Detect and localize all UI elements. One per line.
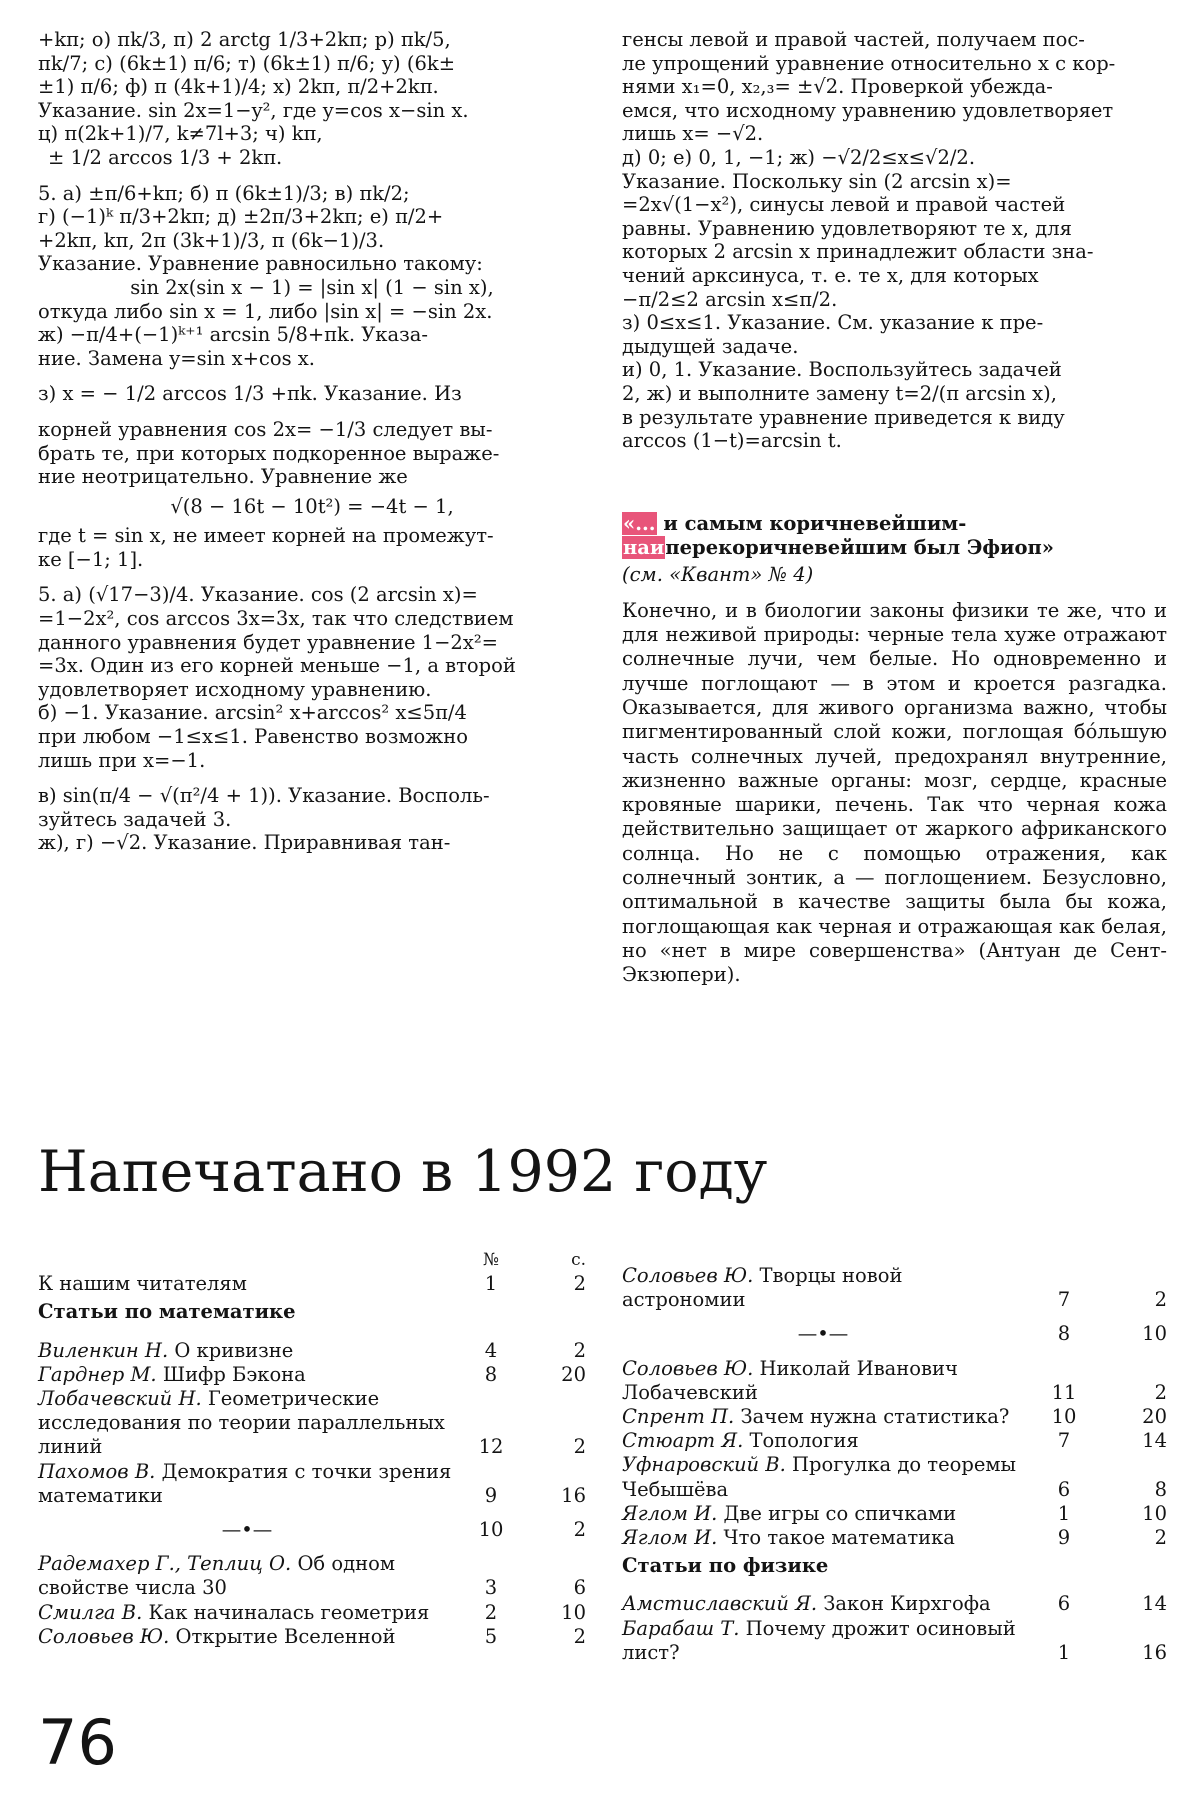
index-entry — [38, 1552, 586, 1600]
answer-line: корней уравнения cos 2x= −1/3 следует вы- — [38, 417, 493, 441]
entry-issue-number: 12 — [478, 1435, 504, 1459]
index-entry — [38, 1339, 586, 1363]
answer-line: +2kπ, kπ, 2π (3k+1)/3, π (6k−1)/3. — [38, 228, 385, 252]
answer-line: ние. Замена y=sin x+cos x. — [38, 346, 315, 370]
entry-issue-number: 8 — [1057, 1322, 1071, 1346]
entry-page-number: 2 — [1154, 1288, 1167, 1312]
entry-title: Николай Иванович Лобачевский — [622, 1356, 958, 1404]
index-entry — [38, 1272, 586, 1296]
index-entry — [622, 1264, 1167, 1312]
page-number: 76 — [38, 1706, 117, 1779]
index-entry — [622, 1357, 1167, 1405]
answer-line: Указание. sin 2x=1−y², где y=cos x−sin x. — [38, 98, 469, 122]
entry-issue-number: 3 — [484, 1576, 498, 1600]
answer-line: 5. а) ±π/6+kπ; б) π (6k±1)/3; в) πk/2; — [38, 181, 410, 205]
entry-page-number: 2 — [573, 1272, 586, 1296]
entry-text — [38, 1387, 456, 1460]
index-entry — [38, 1387, 586, 1460]
formula-line: √(8 − 16t − 10t²) = −4t − 1, — [170, 494, 454, 518]
entry-page-number: 2 — [1154, 1380, 1167, 1404]
entry-page-number: 10 — [1142, 1501, 1167, 1525]
answer-line: которых 2 arcsin x принадлежит области зна- — [622, 240, 1094, 264]
entry-text — [38, 1625, 456, 1649]
entry-author: Яглом И. — [622, 1526, 718, 1550]
entry-page-number: 2 — [573, 1435, 586, 1459]
entry-text — [38, 1552, 456, 1600]
entry-text — [622, 1405, 1024, 1429]
answer-line: г) (−1)ᵏ π/3+2kπ; д) ±2π/3+2kπ; е) π/2+ — [38, 205, 444, 229]
entry-author: Уфнаровский В. — [622, 1453, 786, 1477]
answer-line: ж), г) −√2. Указание. Приравнивая тан- — [38, 831, 451, 855]
entry-issue-number: 1 — [484, 1272, 498, 1296]
answer-line: в результате уравнение приведется к виду — [622, 405, 1065, 429]
notice-title-highlight: наи — [623, 535, 665, 559]
answer-line: нями x₁=0, x₂,₃= ±√2. Проверкой убежда- — [622, 75, 1053, 99]
entry-title: —•— — [221, 1518, 273, 1542]
index-entry — [622, 1592, 1167, 1616]
answer-line: генсы левой и правой частей, получаем пос- — [622, 28, 1085, 51]
answer-line: πk/7; с) (6k±1) π/6; т) (6k±1) π/6; у) (6k± — [38, 51, 456, 75]
entry-title: Зачем нужна статистика? — [740, 1405, 1010, 1429]
answer-line: ж) −π/4+(−1)ᵏ⁺¹ arcsin 5/8+πk. Указа- — [38, 323, 428, 347]
answer-line: чений арксинуса, т. е. те x, для которых — [622, 263, 1039, 287]
entry-text — [622, 1502, 1024, 1526]
entry-title: Как начиналась геометрия — [148, 1600, 430, 1624]
index-entry — [38, 1601, 586, 1625]
notice-title-text: и самым коричневейшим- — [656, 512, 967, 535]
entry-title: Топология — [749, 1429, 859, 1453]
entry-author: Пахомов В. — [38, 1459, 156, 1483]
index-title: Напечатано в 1992 году — [38, 1139, 768, 1205]
entry-issue-number: 10 — [478, 1518, 504, 1542]
answer-line: =3x. Один из его корней меньше −1, а второй — [38, 654, 516, 678]
answer-line: arccos (1−t)=arcsin t. — [622, 429, 842, 453]
entry-page-number: 2 — [573, 1338, 586, 1362]
left-answers-column — [38, 28, 586, 855]
entry-text — [622, 1526, 1024, 1550]
entry-issue-number: 7 — [1057, 1288, 1071, 1312]
entry-title: —•— — [797, 1322, 849, 1346]
notice-title — [622, 512, 1167, 536]
answer-line: зуйтесь задачей 3. — [38, 807, 232, 831]
index-entry — [38, 1460, 586, 1508]
index-right-column — [622, 1264, 1167, 1665]
answer-line: б) −1. Указание. arcsin² x+arccos² x≤5π/4 — [38, 701, 467, 725]
answer-line: ц) π(2k+1)/7, k≠7l+3; ч) kπ, — [38, 122, 323, 146]
index-header-page: с. — [571, 1250, 586, 1270]
entry-author: Гарднер М. — [38, 1362, 157, 1386]
entry-page-number: 6 — [573, 1576, 586, 1600]
answer-line: данного уравнения будет уравнение 1−2x²= — [38, 630, 498, 654]
entry-issue-number: 10 — [1051, 1405, 1077, 1429]
entry-author: Соловьев Ю. — [622, 1264, 754, 1287]
answer-line: ± 1/2 arccos 1/3 + 2kπ. — [48, 145, 283, 169]
answer-line: где t = sin x, не имеет корней на промежут- — [38, 524, 494, 548]
section-title: Статьи по математике — [38, 1300, 296, 1324]
entry-issue-number: 1 — [1057, 1501, 1071, 1525]
notice-source: (см. «Квант» № 4) — [622, 563, 814, 587]
entry-author: Соловьев Ю. — [622, 1356, 754, 1380]
answer-line: +kπ; о) πk/3, п) 2 arctg 1/3+2kπ; р) πk/5, — [38, 28, 451, 51]
entry-author: Радемахер Г., Теплиц О. — [38, 1552, 292, 1576]
entry-title: Демократия с точки зрения математики — [38, 1459, 452, 1507]
entry-text — [38, 1518, 456, 1542]
entry-author: Лобачевский Н. — [38, 1387, 202, 1411]
index-header — [38, 1248, 586, 1272]
answer-line: лишь при x=−1. — [38, 748, 206, 772]
entry-page-number: 20 — [561, 1362, 586, 1386]
answer-line: в) sin(π/4 − √(π²/4 + 1)). Указание. Восполь- — [38, 784, 490, 808]
entry-title: Открытие Вселенной — [175, 1624, 396, 1648]
entry-issue-number: 6 — [1057, 1477, 1071, 1501]
entry-text — [622, 1264, 1024, 1312]
entry-title: Что такое математика — [723, 1526, 955, 1550]
right-answers-column — [622, 28, 1167, 453]
section-title: Статьи по физике — [622, 1554, 829, 1578]
entry-issue-number: 1 — [1057, 1640, 1071, 1664]
entry-text — [38, 1601, 456, 1625]
answer-line: откуда либо sin x = 1, либо |sin x| = −sin 2x. — [38, 299, 493, 323]
entry-title: Прогулка до теоремы Чебышёва — [622, 1453, 1017, 1501]
entry-page-number: 2 — [573, 1624, 586, 1648]
entry-issue-number: 6 — [1057, 1592, 1071, 1616]
entry-title: Шифр Бэкона — [162, 1362, 306, 1386]
entry-title: К нашим читателям — [38, 1272, 247, 1296]
answer-line: −π/2≤2 arcsin x≤π/2. — [622, 287, 838, 311]
entry-author: Амстиславский Я. — [622, 1592, 818, 1616]
index-header-number: № — [482, 1250, 500, 1270]
notice-title-text: перекоричневейшим был Эфиоп» — [665, 535, 1054, 559]
answer-line: з) 0≤x≤1. Указание. См. указание к пре- — [622, 311, 1044, 335]
entry-text — [38, 1339, 456, 1363]
entry-text — [38, 1460, 456, 1508]
entry-page-number: 20 — [1142, 1405, 1167, 1429]
answer-line: з) x = − 1/2 arccos 1/3 +πk. Указание. Из — [38, 382, 462, 406]
notice-title-line2 — [622, 536, 1167, 560]
entry-issue-number: 7 — [1057, 1429, 1071, 1453]
entry-title: О кривизне — [174, 1338, 294, 1362]
entry-title: Творцы новой астрономии — [622, 1264, 903, 1312]
entry-page-number: 10 — [1142, 1322, 1167, 1346]
entry-text — [622, 1357, 1024, 1405]
entry-text — [622, 1322, 1024, 1346]
answer-line: 2, ж) и выполните замену t=2/(π arcsin x), — [622, 381, 1057, 405]
answer-line: Указание. Уравнение равносильно такому: — [38, 252, 483, 276]
entry-author: Смилга В. — [38, 1600, 143, 1624]
entry-author: Яглом И. — [622, 1501, 718, 1525]
entry-page-number: 2 — [1154, 1526, 1167, 1550]
answer-line: =2x√(1−x²), синусы левой и правой частей — [622, 193, 1066, 217]
notice-block — [622, 512, 1167, 988]
entry-author: Виленкин Н. — [38, 1338, 169, 1362]
entry-page-number: 10 — [561, 1600, 586, 1624]
entry-issue-number: 4 — [484, 1338, 498, 1362]
answer-line: 5. а) (√17−3)/4. Указание. cos (2 arcsin x)= — [38, 583, 478, 607]
answer-line: при любом −1≤x≤1. Равенство возможно — [38, 725, 468, 749]
index-entry — [622, 1617, 1167, 1665]
index-section-heading — [622, 1554, 1167, 1578]
entry-issue-number: 2 — [484, 1600, 498, 1624]
entry-title: Об одном свойстве числа 30 — [38, 1552, 396, 1600]
index-entry — [622, 1322, 1167, 1346]
entry-author: Спрент П. — [622, 1405, 735, 1429]
entry-title: Две игры со спичками — [723, 1501, 957, 1525]
answer-line: ле упрощений уравнение относительно x с кор- — [622, 51, 1116, 75]
answer-line: ке [−1; 1]. — [38, 547, 144, 571]
index-entry — [622, 1502, 1167, 1526]
entry-title: Закон Кирхгофа — [823, 1592, 991, 1616]
formula-line: sin 2x(sin x − 1) = |sin x| (1 − sin x), — [130, 275, 494, 299]
answer-line: ±1) π/6; ф) π (4k+1)/4; х) 2kπ, π/2+2kπ. — [38, 75, 439, 99]
entry-page-number: 8 — [1154, 1477, 1167, 1501]
answer-line: =1−2x², cos arccos 3x=3x, так что следствием — [38, 607, 514, 631]
index-entry — [622, 1429, 1167, 1453]
answer-line: и) 0, 1. Указание. Воспользуйтесь задачей — [622, 358, 1062, 382]
entry-text — [622, 1453, 1024, 1501]
answer-line: удовлетворяет исходному уравнению. — [38, 677, 432, 701]
notice-title-highlight: «... — [623, 512, 656, 535]
index-entry — [38, 1363, 586, 1387]
entry-title: Почему дрожит осиновый лист? — [622, 1616, 1016, 1664]
entry-issue-number: 11 — [1051, 1380, 1077, 1404]
entry-text — [622, 1429, 1024, 1453]
entry-page-number: 14 — [1142, 1592, 1167, 1616]
entry-page-number: 14 — [1142, 1429, 1167, 1453]
index-entry — [622, 1405, 1167, 1429]
answer-line: Указание. Поскольку sin (2 arcsin x)= — [622, 169, 1012, 193]
answer-line: дыдущей задаче. — [622, 334, 799, 358]
entry-issue-number: 5 — [484, 1624, 498, 1648]
index-left-column — [38, 1248, 586, 1649]
answer-line: брать те, при которых подкоренное выраже- — [38, 441, 500, 465]
entry-text — [38, 1272, 456, 1296]
answer-line: ние неотрицательно. Уравнение же — [38, 465, 408, 489]
entry-author: Барабаш Т. — [622, 1616, 740, 1640]
answer-line: д) 0; е) 0, 1, −1; ж) −√2/2≤x≤√2/2. — [622, 145, 976, 169]
index-section-heading — [38, 1300, 586, 1324]
entry-text — [622, 1617, 1024, 1665]
entry-issue-number: 9 — [484, 1483, 498, 1507]
entry-issue-number: 8 — [484, 1362, 498, 1386]
answer-line: емся, что исходному уравнению удовлетворяет — [622, 98, 1114, 122]
answer-line: лишь x= −√2. — [622, 122, 764, 146]
entry-author: Соловьев Ю. — [38, 1624, 170, 1648]
answer-line: равны. Уравнению удовлетворяют те x, для — [622, 216, 1072, 240]
notice-body: Конечно, и в биологии законы физики те же, что и для неживой природы: черные тела хуже отражают солнечные лучи, чем белые. Но одновременно и лучше поглощают — в этом и кроется разгадка. Оказывается, для живого организма важно, чтобы пигментированный слой кожи, поглощая бóльшую часть солнечных лучей, предохранял внутренние, жизненно важные органы: мозг, сердце, красные кровяные шарики, печень. Так что черная кожа действительно защищает от жаркого африканского солнца. Но не с помощью отражения, как солнечный зонтик, а — поглощением. Безусловно, оптимальной в качестве защиты была бы кожа, поглощающая как черная и отражающая как белая, но «нет в мире совершенства» (Антуан де Сент-Экзюпери). — [622, 598, 1167, 987]
entry-page-number: 16 — [1142, 1640, 1167, 1664]
entry-page-number: 16 — [561, 1483, 586, 1507]
entry-page-number: 2 — [573, 1518, 586, 1542]
index-entry — [622, 1526, 1167, 1550]
entry-text — [38, 1363, 456, 1387]
index-entry — [38, 1625, 586, 1649]
entry-text — [622, 1592, 1024, 1616]
entry-author: Стюарт Я. — [622, 1429, 744, 1453]
index-entry — [38, 1518, 586, 1542]
index-entry — [622, 1453, 1167, 1501]
entry-title: Геометрические исследования по теории параллельных линий — [38, 1387, 445, 1459]
entry-issue-number: 9 — [1057, 1526, 1071, 1550]
